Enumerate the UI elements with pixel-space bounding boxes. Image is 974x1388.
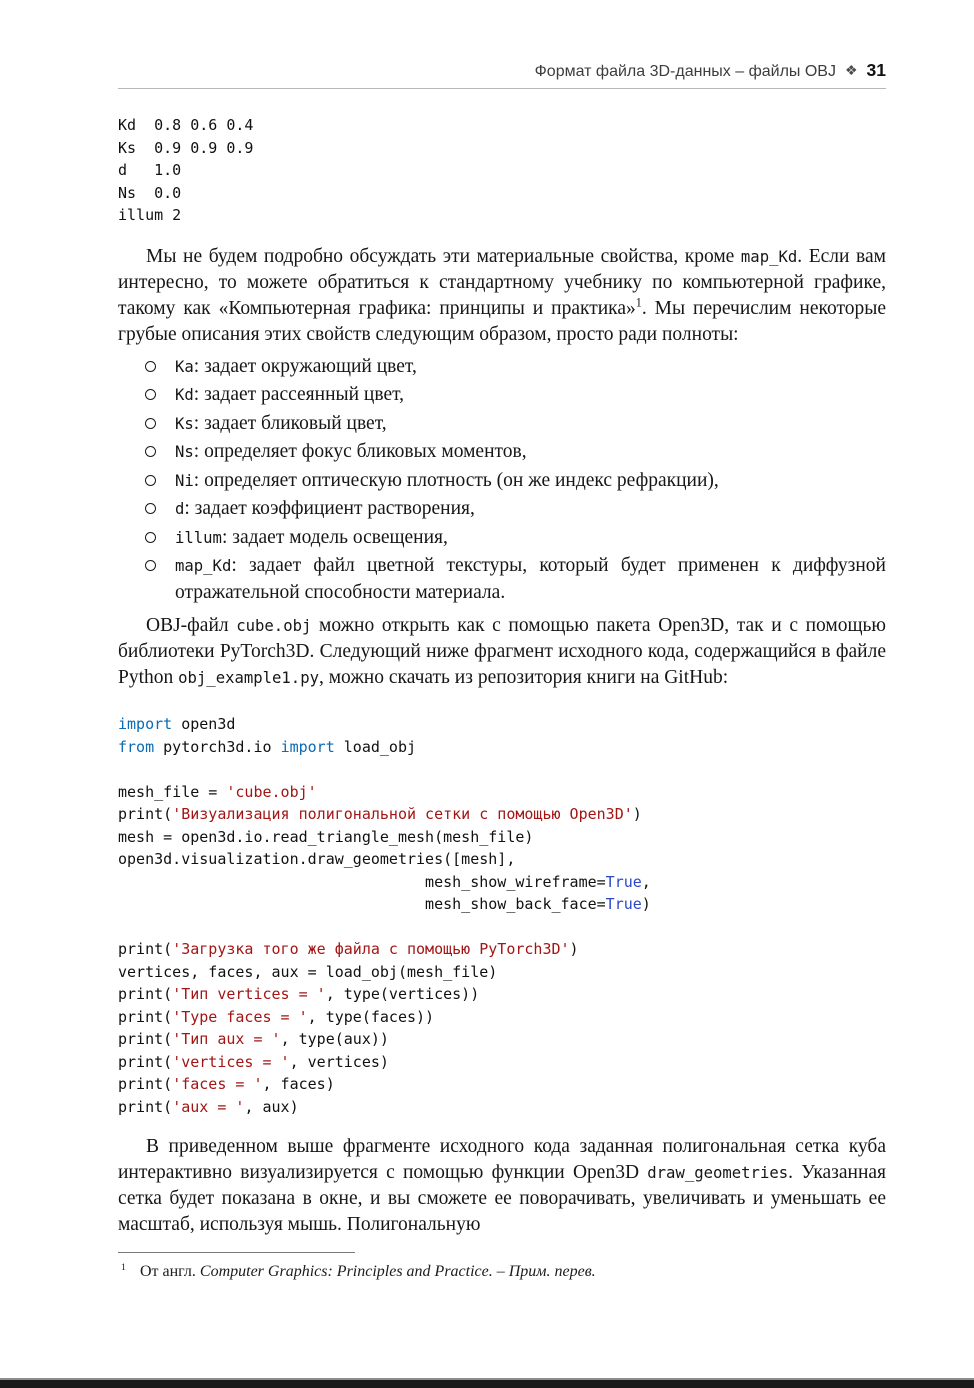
- property-desc: : задает окружающий цвет,: [193, 355, 417, 377]
- property-desc: : определяет оптическую плотность (он же индекс рефракции),: [193, 469, 719, 491]
- footnote-area: [118, 1252, 886, 1282]
- property-code: Kd: [175, 386, 194, 404]
- property-code: map_Kd: [175, 557, 232, 575]
- list-item: [118, 439, 886, 466]
- footnote-text: От англ. Computer Graphics: Principles and Practice. – Прим. перев.: [139, 1263, 596, 1280]
- code-block-mtl-properties: Kd 0.8 0.6 0.4 Ks 0.9 0.9 0.9 d 1.0 Ns 0.0 illum 2: [118, 116, 254, 224]
- property-desc: : задает модель освещения,: [221, 526, 448, 548]
- list-item: [118, 468, 886, 495]
- property-code: illum: [175, 528, 222, 547]
- property-desc: : задает файл цветной текстуры, который будет применен к диффузной отражательной способности материала.: [175, 555, 886, 603]
- property-desc: : определяет фокус бликовых моментов,: [193, 441, 527, 462]
- running-head-title: Формат файла 3D-данных – файлы OBJ: [534, 63, 836, 80]
- footnote-marker: 1: [121, 1261, 126, 1273]
- property-code: Ks: [175, 414, 194, 433]
- paragraph-obj-open: OBJ-файл cube.obj можно открыть как с помощью пакета Open3D, так и с помощью библиотеки PyTorch3D. Следующий ниже фрагмент исходного кода, содержащийся в файле Python obj_example1.py, можно скачать из репозитория книги на GitHub:: [118, 615, 886, 688]
- property-code: d: [175, 500, 185, 518]
- property-desc: : задает коэффициент растворения,: [184, 498, 475, 519]
- list-item: [118, 354, 886, 381]
- list-item: [118, 411, 886, 438]
- list-item: [118, 553, 886, 605]
- property-desc: : задает рассеянный цвет,: [193, 384, 405, 405]
- running-head-row: [118, 60, 886, 81]
- list-item: [118, 496, 886, 523]
- circle-bullet-icon: [145, 503, 156, 514]
- code-block-python: import open3d from pytorch3d.io import load_obj mesh_file = 'cube.obj' print('Визуализация полигональной сетки с помощью Open3D') mesh = open3d.io.read_triangle_mesh(mesh_file) open3d.visualization.draw_geometries([mesh], mesh_show_wireframe=True, mesh_show_back_face=True) print('Загрузка того же файла с помощью PyTorch3D') vertices, faces, aux = load_obj(mesh_file) print('Тип vertices = ', type(vertices)) print('Type faces = ', type(faces)) print('Тип aux = ', type(aux)) print('vertices = ', vertices) print('faces = ', faces) print('aux = ', aux): [118, 715, 651, 1116]
- paragraph-draw-geometries: В приведенном выше фрагменте исходного кода заданная полигональная сетка куба интерактивно визуализируется с помощью функции Open3D draw_geometries. Указанная сетка будет показана в окне, и вы сможете ее поворачивать, увеличивать и уменьшать ее масштаб, используя мышь. Полигональную: [118, 1136, 887, 1235]
- list-item: [118, 525, 886, 552]
- page-header: [118, 60, 886, 89]
- header-rule: [118, 88, 886, 89]
- paragraph-material-properties: Мы не будем подробно обсуждать эти материальные свойства, кроме map_Kd. Если вам интересно, то можете обратиться к стандартному учебнику по компьютерной графике, такому как «Компьютерная графика: принципы и практика»$^1$. Мы перечислим некоторые грубые описания этих свойств следующим образом, просто ради полноты:: [118, 245, 886, 345]
- footnote: [118, 1261, 886, 1282]
- circle-bullet-icon: [145, 361, 156, 372]
- circle-bullet-icon: [145, 475, 156, 486]
- page-number: 31: [866, 60, 886, 80]
- properties-list: [118, 354, 886, 606]
- circle-bullet-icon: [145, 446, 156, 457]
- circle-bullet-icon: [145, 532, 156, 543]
- circle-bullet-icon: [145, 560, 156, 571]
- property-code: Ka: [175, 357, 194, 376]
- footnote-rule: [118, 1252, 355, 1253]
- property-code: Ns: [175, 443, 194, 461]
- property-code: Ni: [175, 471, 194, 490]
- page-bottom-edge: [0, 1378, 974, 1388]
- list-item: [118, 382, 886, 409]
- property-desc: : задает бликовый цвет,: [193, 412, 387, 434]
- circle-bullet-icon: [145, 389, 156, 400]
- circle-bullet-icon: [145, 418, 156, 429]
- diamond-separator-icon: ❖: [844, 62, 858, 78]
